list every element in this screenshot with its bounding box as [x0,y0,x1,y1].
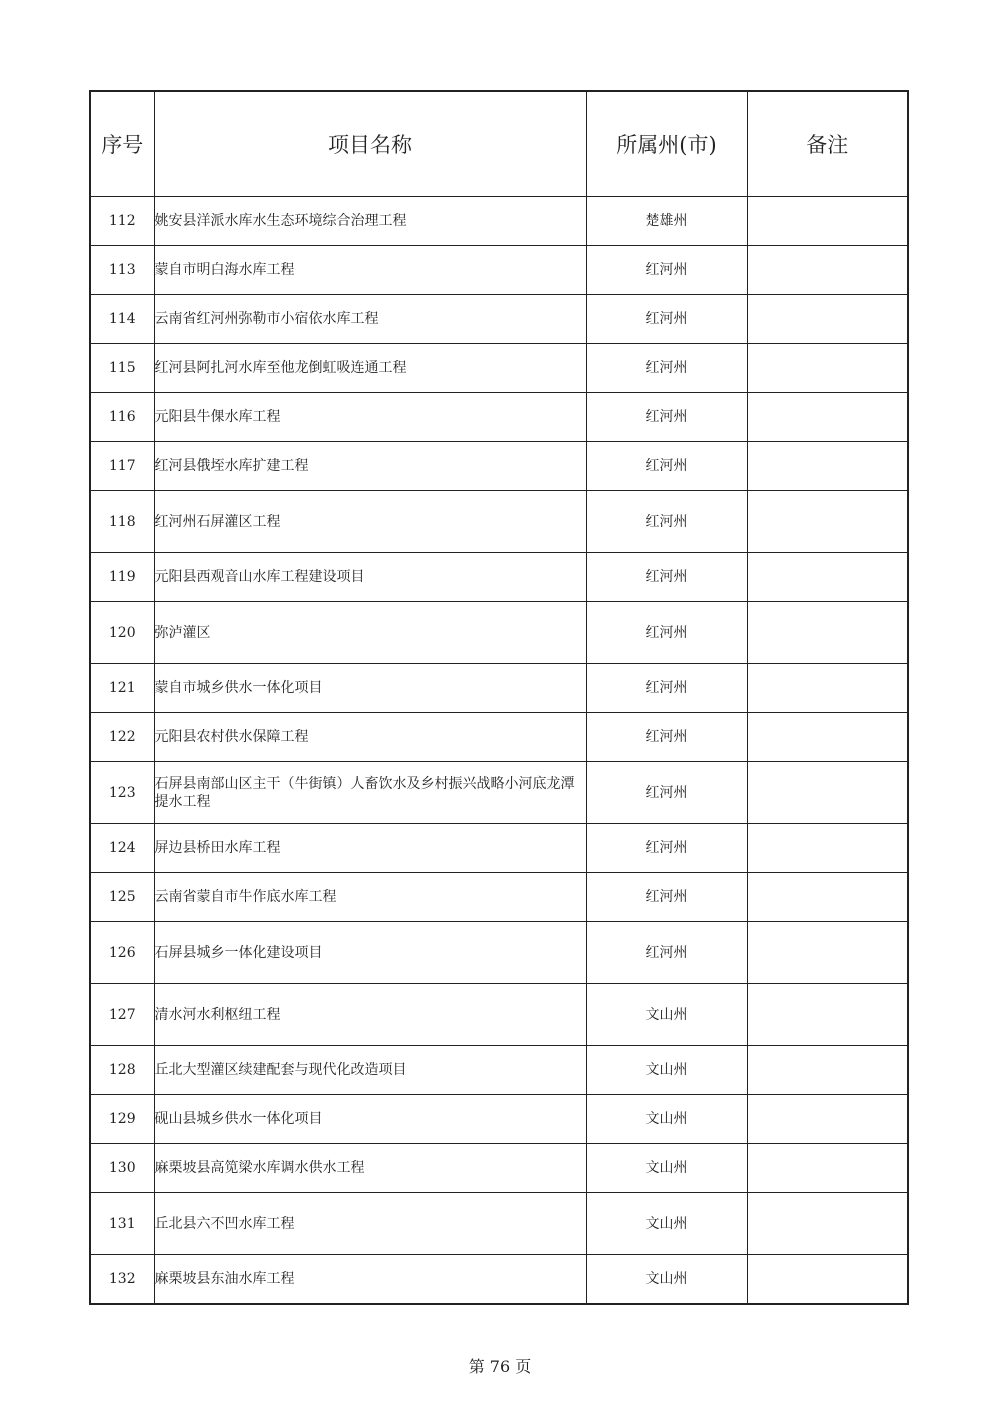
row-project-name: 屏边县桥田水库工程 [154,824,586,873]
row-serial-number: 131 [90,1193,154,1255]
row-prefecture: 楚雄州 [586,197,747,246]
row-prefecture: 红河州 [586,393,747,442]
row-remarks [747,602,908,664]
row-project-name: 红河县阿扎河水库至他龙倒虹吸连通工程 [154,344,586,393]
row-project-name: 丘北大型灌区续建配套与现代化改造项目 [154,1046,586,1095]
row-serial-number: 126 [90,922,154,984]
row-remarks [747,197,908,246]
table-row [90,602,908,664]
table-row [90,1095,908,1144]
projects-table [89,90,909,1305]
row-project-name: 元阳县西观音山水库工程建设项目 [154,553,586,602]
table-row [90,442,908,491]
row-project-name: 石屏县城乡一体化建设项目 [154,922,586,984]
page-number: 第 76 页 [468,1357,532,1376]
row-remarks [747,1046,908,1095]
row-remarks [747,824,908,873]
row-remarks [747,442,908,491]
row-remarks [747,393,908,442]
row-serial-number: 113 [90,246,154,295]
table-row [90,1144,908,1193]
table-row [90,922,908,984]
row-prefecture: 红河州 [586,602,747,664]
row-serial-number: 125 [90,873,154,922]
row-serial-number: 127 [90,984,154,1046]
table-row [90,1193,908,1255]
row-serial-number: 118 [90,491,154,553]
row-prefecture: 红河州 [586,295,747,344]
header-prefecture: 所属州(市) [586,91,747,197]
row-project-name: 麻栗坡县高笕梁水库调水供水工程 [154,1144,586,1193]
header-remarks: 备注 [747,91,908,197]
row-project-name: 元阳县农村供水保障工程 [154,713,586,762]
table-row [90,713,908,762]
row-prefecture: 红河州 [586,664,747,713]
row-remarks [747,762,908,824]
table-row [90,824,908,873]
row-serial-number: 117 [90,442,154,491]
row-serial-number: 123 [90,762,154,824]
table-row [90,393,908,442]
row-prefecture: 文山州 [586,1144,747,1193]
table-row [90,197,908,246]
row-remarks [747,344,908,393]
row-project-name: 石屏县南部山区主干（牛街镇）人畜饮水及乡村振兴战略小河底龙潭提水工程 [154,762,586,824]
header-serial-number: 序号 [90,91,154,197]
table-row [90,873,908,922]
table-row [90,295,908,344]
row-project-name: 姚安县洋派水库水生态环境综合治理工程 [154,197,586,246]
row-prefecture: 红河州 [586,873,747,922]
table-row [90,664,908,713]
row-prefecture: 红河州 [586,246,747,295]
table-row [90,1255,908,1304]
table-row [90,246,908,295]
row-prefecture: 红河州 [586,824,747,873]
row-serial-number: 120 [90,602,154,664]
table-row [90,553,908,602]
table-row [90,491,908,553]
row-project-name: 砚山县城乡供水一体化项目 [154,1095,586,1144]
table-header-row [90,91,908,197]
table-row [90,1046,908,1095]
row-remarks [747,1255,908,1304]
row-remarks [747,984,908,1046]
table-row [90,762,908,824]
row-prefecture: 红河州 [586,491,747,553]
row-project-name: 蒙自市明白海水库工程 [154,246,586,295]
row-remarks [747,1095,908,1144]
table-row [90,344,908,393]
row-prefecture: 文山州 [586,1193,747,1255]
row-remarks [747,1193,908,1255]
row-remarks [747,553,908,602]
table-row [90,984,908,1046]
row-project-name: 云南省红河州弥勒市小宿依水库工程 [154,295,586,344]
row-prefecture: 文山州 [586,984,747,1046]
row-project-name: 蒙自市城乡供水一体化项目 [154,664,586,713]
row-project-name: 红河州石屏灌区工程 [154,491,586,553]
row-prefecture: 红河州 [586,553,747,602]
row-remarks [747,664,908,713]
row-remarks [747,491,908,553]
row-serial-number: 130 [90,1144,154,1193]
row-project-name: 麻栗坡县东油水库工程 [154,1255,586,1304]
row-prefecture: 红河州 [586,442,747,491]
row-project-name: 云南省蒙自市牛作底水库工程 [154,873,586,922]
row-serial-number: 124 [90,824,154,873]
row-prefecture: 红河州 [586,344,747,393]
header-project-name: 项目名称 [154,91,586,197]
row-prefecture: 红河州 [586,922,747,984]
row-prefecture: 文山州 [586,1255,747,1304]
row-serial-number: 122 [90,713,154,762]
row-prefecture: 文山州 [586,1046,747,1095]
row-project-name: 红河县俄垤水库扩建工程 [154,442,586,491]
row-serial-number: 115 [90,344,154,393]
row-serial-number: 116 [90,393,154,442]
row-remarks [747,873,908,922]
row-serial-number: 121 [90,664,154,713]
row-prefecture: 红河州 [586,762,747,824]
row-serial-number: 119 [90,553,154,602]
row-project-name: 丘北县六不凹水库工程 [154,1193,586,1255]
row-prefecture: 文山州 [586,1095,747,1144]
row-remarks [747,295,908,344]
row-prefecture: 红河州 [586,713,747,762]
row-remarks [747,713,908,762]
row-project-name: 弥泸灌区 [154,602,586,664]
row-project-name: 元阳县牛倮水库工程 [154,393,586,442]
row-serial-number: 132 [90,1255,154,1304]
row-remarks [747,246,908,295]
row-serial-number: 129 [90,1095,154,1144]
row-remarks [747,1144,908,1193]
row-serial-number: 112 [90,197,154,246]
row-project-name: 清水河水利枢纽工程 [154,984,586,1046]
row-serial-number: 114 [90,295,154,344]
row-remarks [747,922,908,984]
row-serial-number: 128 [90,1046,154,1095]
